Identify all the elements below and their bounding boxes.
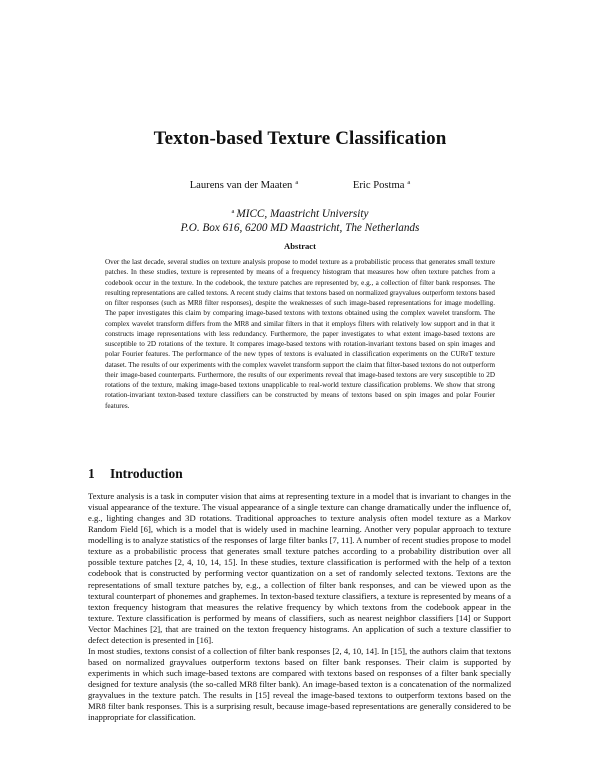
paper-title: Texton-based Texture Classification — [153, 128, 447, 149]
paragraph: In most studies, textons consist of a collection of filter bank responses [2, 4, 10, 14]. In [15], the authors claim that textons based on normalized grayvalues outperform textons based on filter bank responses. Their claim is supported by experiments in which such image-based textons are compared with textons based on responses of a filter bank specially designed for texture analysis (the so-called MR8 filter bank). An image-based texton is a concatenation of the normalized grayvalues in the texture patch. The results in [15] reveal the image-based textons to outperform textons based on the MR8 filter bank responses. This is a surprising result, because image-based representations are generally considered to be inappropriate for classification. — [88, 645, 511, 723]
section-number: 1 — [88, 466, 95, 481]
author-list — [0, 179, 600, 191]
abstract-text: Over the last decade, several studies on texture analysis propose to model texture as a probabilistic process that generates small texture patches. In these studies, texture is represented by means of a frequency histogram that measures how often texture patches from a codebook occur in the texture. In the codebook, the texture patches are represented by, e.g., a collection of filter bank responses. The resulting representations are called textons. A recent study claims that textons based on normalized grayvalues outperform textons based on filter responses (such as MR8 filter responses), despite the weaknesses of such image-based representations for image modelling. The paper investigates this claim by comparing image-based textons with textons obtained using the complex wavelet transform. The complex wavelet transform differs from the MR8 and similar filters in that it employs filters with relatively low support and in that it constructs image representations with less redundancy. Furthermore, the paper investigates to what extent image-based textons are susceptible to 2D rotations of the texture. It compares image-based textons with rotation-invariant textons based on spin images and polar Fourier features. The performance of the new types of textons is evaluated in classification experiments on the CUReT texture dataset. The results of our experiments with the complex wavelet transform support the claim that filter-based textons do not outperform their image-based counterparts. Furthermore, the results of our experiments reveal that image-based textons are very susceptible to 2D rotations of the texture, making image-based textons unapplicable to real-world texture classification problems. We show that strong rotation-invariant texton-based texture classifiers can be constructed by means of textons based on spin images and polar Fourier features. — [105, 258, 495, 410]
section-title: Introduction — [110, 466, 183, 481]
author — [353, 179, 410, 191]
affiliation-mark: a — [231, 208, 235, 215]
affiliation-line — [0, 205, 600, 221]
author — [190, 179, 299, 191]
affiliation-mark: a — [295, 179, 299, 186]
paragraph: Texture analysis is a task in computer vision that aims at representing texture in a model that is invariant to changes in the visual appearance of the texture. The visual appearance of a single texture can change dramatically under the influence of, e.g., lighting changes and 3D rotations. Traditional approaches to texture analysis often model texture as a Markov Random Field [6], which is a model that is widely used in machine learning. Another very popular approach to texture modelling is to analyze statistics of the responses of large filter banks [7, 11]. A number of recent studies propose to model texture as a probabilistic process that generates small texture patches according to a probability distribution over all possible texture patches [2, 4, 10, 14, 15]. In these studies, texture classification is performed with the help of a texton codebook that is constructed by performing vector quantization on a set of randomly selected textons. Textons are the representations of small texture patches by, e.g., a collection of filter bank responses, and can be viewed upon as the textural counterpart of phonemes and graphemes. In texton-based texture classifiers, a texture is represented by means of a texton frequency histogram that measures the relative frequency by which textons from the codebook appear in the texture. Texture classification is performed by means of classifiers, such as nearest neighbor classifiers [14] or Support Vector Machines [2], that are trained on the texton frequency histograms. An application of such a texture classifier to defect detection is presented in [16]. — [88, 491, 511, 645]
affiliation-address: P.O. Box 616, 6200 MD Maastricht, The Netherlands — [180, 222, 420, 234]
affiliation — [0, 205, 600, 235]
abstract-heading: Abstract — [284, 241, 316, 251]
author-name: Laurens van der Maaten — [189, 180, 293, 191]
author-name: Eric Postma — [352, 180, 405, 191]
affiliation-institution: MICC, Maastricht University — [236, 208, 369, 220]
section-heading — [88, 466, 183, 482]
body-text — [88, 491, 511, 723]
affiliation-mark: a — [407, 179, 411, 186]
